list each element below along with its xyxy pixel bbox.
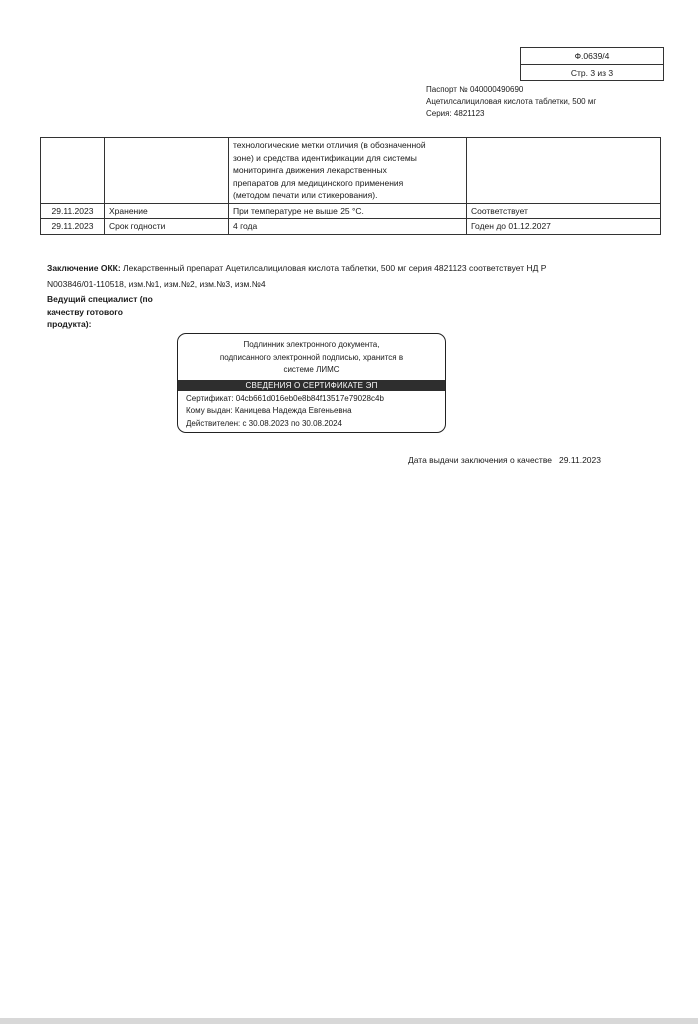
table-row: [41, 203, 661, 219]
row-date: 29.11.2023: [41, 219, 105, 235]
issue-date: Дата выдачи заключения о качестве 29.11.2023: [408, 455, 601, 465]
qc-conclusion: [47, 260, 567, 292]
row-result: Соответствует: [467, 203, 661, 219]
stamp-header-line: Подлинник электронного документа,: [243, 340, 380, 349]
form-code-box: [520, 47, 664, 81]
stamp-header-line: подписанного электронной подписью, хранится в: [219, 352, 404, 362]
stamp-details: [178, 391, 445, 431]
row-norm: [229, 138, 467, 204]
table-row: [41, 138, 661, 204]
stamp-validity: Действителен: с 30.08.2023 по 30.08.2024: [186, 418, 342, 428]
conclusion-label: Заключение ОКК:: [47, 263, 121, 273]
norm-line: технологические метки отличия (в обозначенной: [233, 140, 426, 150]
norm-line: (методом печати или стикерования).: [233, 190, 378, 200]
page-number: Стр. 3 из 3: [521, 64, 663, 81]
row-norm: [229, 219, 467, 235]
norm-line: мониторинга движения лекарственных: [233, 165, 387, 175]
norm-line: зоне) и средства идентификации для системы: [233, 152, 417, 163]
row-result: Годен до 01.12.2027: [467, 219, 661, 235]
passport-series: Серия: 4821123: [426, 109, 485, 118]
row-indicator: Срок годности: [105, 219, 229, 235]
stamp-issued-to: Кому выдан: Каницева Надежда Евгеньевна: [186, 406, 352, 415]
row-norm: [229, 203, 467, 219]
norm-line: 4 года: [233, 221, 258, 231]
stamp-certificate: Сертификат: 04cb661d016eb0e8b84f13517e79028c4b: [186, 393, 384, 403]
row-indicator: [105, 138, 229, 204]
e-signature-stamp: [177, 333, 446, 433]
quality-table: [40, 137, 661, 235]
passport-product: Ацетилсалициловая кислота таблетки, 500 мг: [426, 97, 597, 106]
row-result: [467, 138, 661, 204]
form-code: Ф.0639/4: [574, 51, 610, 61]
scan-edge: [0, 1018, 698, 1024]
passport-number: Паспорт № 040000490690: [426, 85, 524, 94]
specialist-label: Ведущий специалист (по качеству готового продукта):: [47, 294, 153, 329]
stamp-band: СВЕДЕНИЯ О СЕРТИФИКАТЕ ЭП: [178, 380, 445, 391]
conclusion-text: Лекарственный препарат Ацетилсалициловая кислота таблетки, 500 мг серия 4821123 соответствует НД Р N003846/01-110518, изм.№1, изм.№2, изм.№3, изм.№4: [47, 263, 547, 289]
stamp-header-line: системе ЛИМС: [283, 365, 340, 374]
norm-line: препаратов для медицинского применения: [233, 177, 404, 188]
table-row: [41, 219, 661, 235]
passport-header: [426, 84, 596, 120]
row-date: 29.11.2023: [41, 203, 105, 219]
row-date: [41, 138, 105, 204]
row-indicator: Хранение: [105, 203, 229, 219]
norm-line: При температуре не выше 25 °С.: [233, 205, 364, 216]
stamp-header: [178, 334, 445, 377]
